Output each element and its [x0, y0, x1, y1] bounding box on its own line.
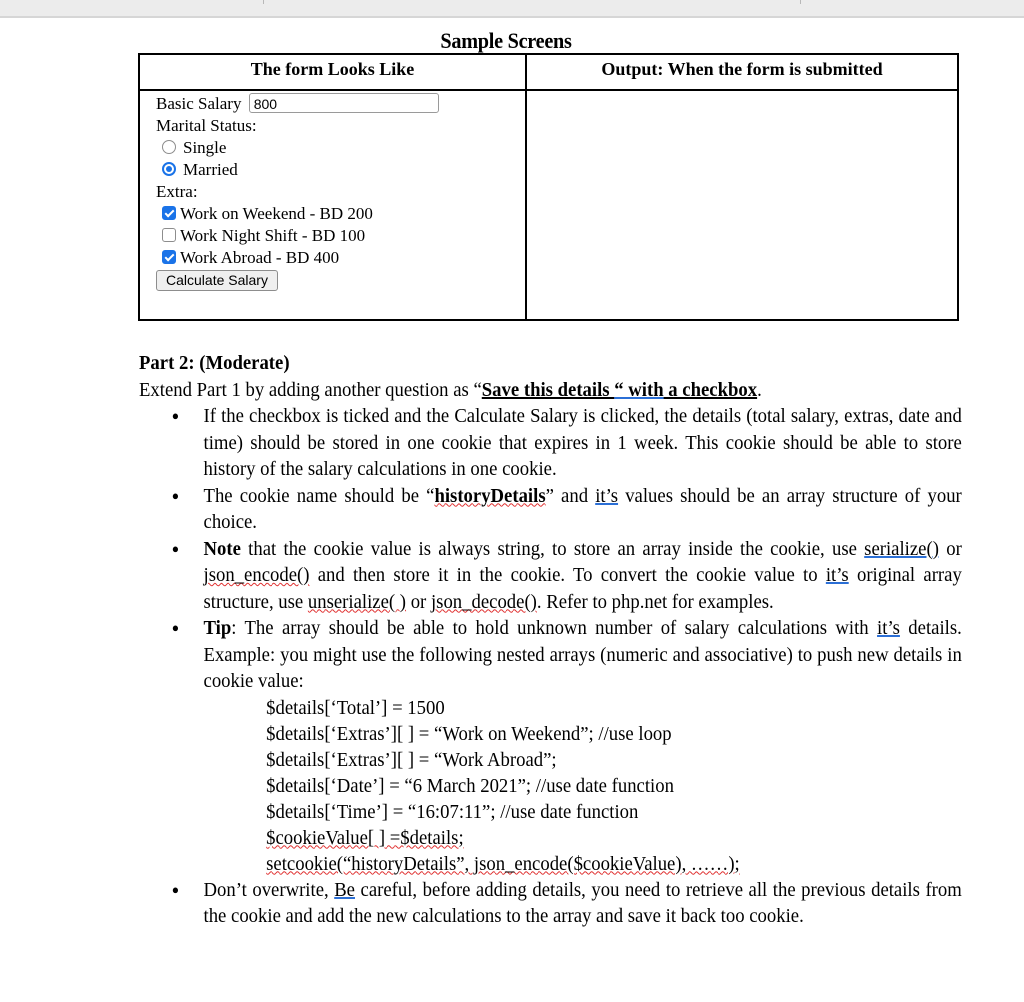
checkbox-label: Work Abroad - BD 400: [180, 248, 340, 267]
checkbox-night-shift[interactable]: [156, 225, 439, 247]
function-name: unserialize( ): [307, 590, 407, 613]
grammar-flag: it’s: [877, 617, 900, 639]
requirements-list: [139, 403, 962, 930]
intro-text: .: [757, 378, 762, 401]
browser-toolbar: [0, 0, 1024, 18]
code-line: $details[‘Extras’][ ] = “Work Abroad”;: [266, 748, 557, 771]
bullet-text: values should be an array structure of your choice.: [203, 484, 962, 533]
grammar-flag: it’s: [595, 484, 619, 507]
part2-heading: Part 2: (Moderate): [139, 352, 290, 374]
salary-form: [156, 93, 439, 291]
checkbox-checked-icon[interactable]: [162, 206, 176, 220]
bullet-text: . Refer to php.net for examples.: [536, 590, 774, 613]
bullet-text: ” and: [545, 484, 596, 507]
section-title: Sample Screens: [440, 28, 572, 53]
function-name: json_decode(): [430, 590, 537, 613]
list-item: [139, 536, 962, 616]
basic-salary-label: Basic Salary: [156, 94, 242, 113]
intro-text: Extend Part 1 by adding another question as “: [139, 378, 482, 401]
toolbar-separator: [263, 0, 264, 4]
checkbox-abroad[interactable]: [156, 247, 439, 269]
radio-single[interactable]: [156, 137, 439, 159]
table-divider: [140, 89, 957, 91]
bullet-text: If the checkbox is ticked and the Calculate Salary is clicked, the details (total salary, extras, date and time) should be stored in one cookie that expires in 1 week. This cookie should be able to store history of the salary calculations in one cookie.: [203, 405, 962, 480]
radio-married[interactable]: [156, 159, 439, 181]
list-item: [139, 877, 962, 930]
calculate-salary-button[interactable]: Calculate Salary: [156, 270, 278, 291]
code-line: setcookie(“historyDetails”, json_encode($cookieValue), ……);: [266, 852, 740, 875]
bullet-text: and then store it in the cookie. To convert the cookie value to: [309, 564, 826, 586]
column-header-output: Output: When the form is submitted: [601, 59, 883, 79]
bullet-text: details. Example: you might use the following nested arrays (numeric and associative) to push new details in cookie value:: [203, 617, 962, 692]
bullet-text: The cookie name should be “: [203, 484, 435, 507]
list-item: [139, 483, 962, 536]
radio-label: Single: [183, 138, 227, 157]
code-example: [139, 695, 962, 877]
function-name: serialize(): [864, 537, 939, 560]
intro-bold: Save this details: [481, 378, 615, 401]
list-item: [139, 403, 962, 483]
marital-status-label: Marital Status:: [156, 116, 257, 135]
bullet-text: : The array should be able to hold unknown number of salary calculations with: [231, 617, 878, 639]
bullet-text: careful, before adding details, you need to retrieve all the previous details from the cookie and add the new calculations to the array and save it back too cookie.: [203, 878, 962, 927]
note-label: Note: [203, 537, 241, 560]
list-item: [139, 615, 962, 877]
function-name: json_encode(): [203, 564, 310, 586]
extra-label: Extra:: [156, 182, 198, 201]
code-line: $details[‘Extras’][ ] = “Work on Weekend”; //use loop: [266, 722, 672, 745]
intro-bold: “ with: [614, 378, 664, 401]
checkbox-unchecked-icon[interactable]: [162, 228, 176, 242]
toolbar-separator: [800, 0, 801, 4]
checkbox-label: Work on Weekend - BD 200: [180, 204, 373, 223]
basic-salary-input[interactable]: 800: [249, 93, 439, 113]
table-divider: [525, 55, 527, 319]
part2-section: [139, 350, 963, 930]
bullet-text: that the cookie value is always string, to store an array inside the cookie, use: [240, 537, 865, 560]
grammar-flag: it’s: [825, 564, 849, 586]
bullet-text: Don’t overwrite,: [203, 878, 335, 901]
checkbox-label: Work Night Shift - BD 100: [180, 226, 366, 245]
grammar-flag: Be: [334, 878, 355, 901]
sample-screens-table: [138, 53, 959, 321]
bullet-text: or: [938, 537, 962, 560]
bullet-text: or: [406, 590, 431, 613]
intro-emphasis: [482, 379, 757, 401]
intro-bold: a checkbox: [663, 378, 758, 401]
part2-intro: [139, 377, 962, 404]
output-cell: [530, 95, 950, 315]
code-line: $details[‘Time’] = “16:07:11”; //use date function: [266, 800, 639, 823]
radio-selected-icon[interactable]: [162, 162, 176, 176]
cookie-name: historyDetails: [434, 484, 546, 507]
code-line: $details[‘Date’] = “6 March 2021”; //use date function: [266, 774, 674, 797]
tip-label: Tip: [203, 617, 232, 639]
bullet-text: original array structure, use: [203, 564, 962, 613]
code-line: $details[‘Total’] = 1500: [266, 696, 445, 719]
column-header-form: The form Looks Like: [250, 59, 415, 79]
code-line: $cookieValue[ ] =$details;: [266, 826, 464, 849]
checkbox-weekend[interactable]: [156, 203, 439, 225]
radio-unselected-icon[interactable]: [162, 140, 176, 154]
radio-label: Married: [183, 160, 238, 179]
checkbox-checked-icon[interactable]: [162, 250, 176, 264]
